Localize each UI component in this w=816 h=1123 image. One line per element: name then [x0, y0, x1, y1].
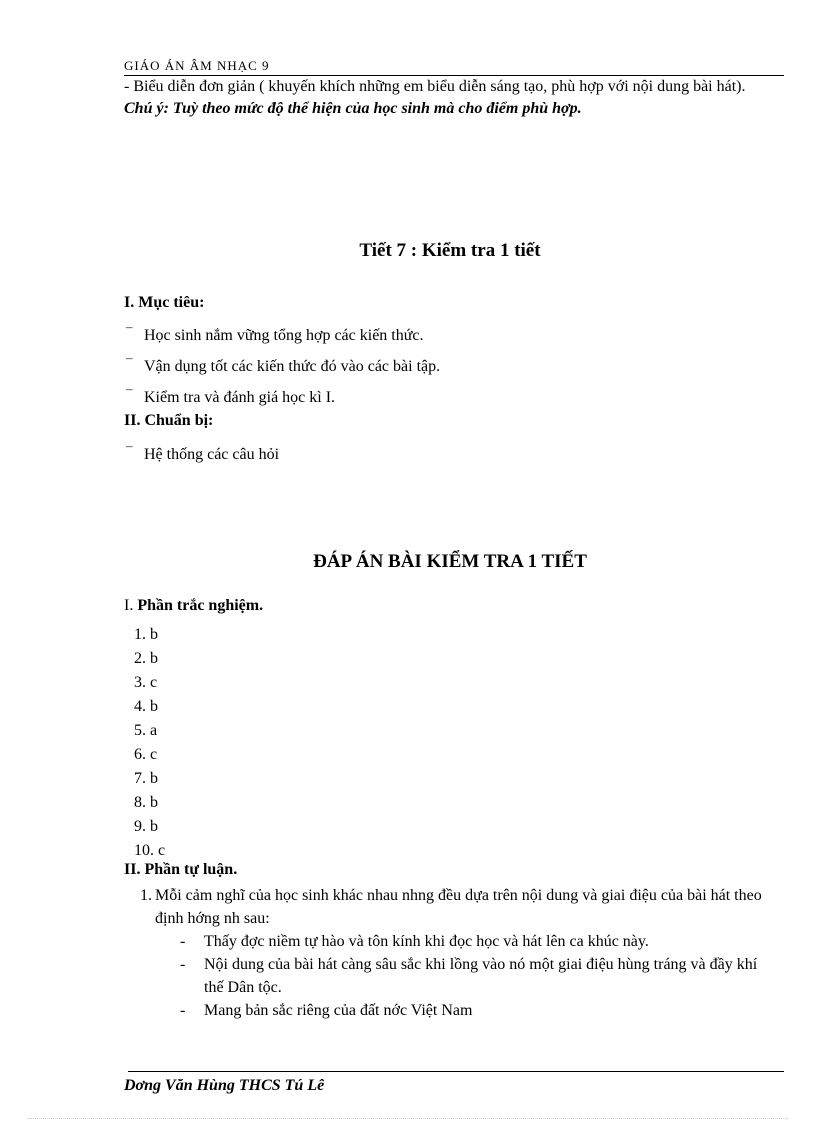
bullet-mark: ¯ — [126, 444, 133, 459]
objectives-heading: I. Mục tiêu: — [124, 294, 205, 311]
essay-text: Mỗi cảm nghĩ của học sinh khác nhau nhng đều dựa trên nội dung và giai điệu của bài hát theo định hớng nh sau: — [155, 887, 762, 927]
answer-item: 5. a — [134, 722, 158, 739]
essay-number: 1. — [140, 887, 152, 904]
answer-item: 1. b — [134, 626, 158, 643]
footer-divider — [128, 1071, 784, 1072]
answer-item: 10. c — [134, 842, 166, 859]
answer-key-title: ĐÁP ÁN BÀI KIỂM TRA 1 TIẾT — [313, 551, 587, 572]
intro-block — [124, 76, 779, 120]
bullet-mark: ¯ — [126, 387, 133, 402]
lesson-title: Tiết 7 : Kiểm tra 1 tiết — [359, 240, 541, 261]
answer-list — [134, 623, 165, 863]
answer-item: 6. c — [134, 746, 158, 763]
objective-item: ¯ Kiểm tra và đánh giá học kì I. — [126, 387, 336, 406]
page-header: GIÁO ÁN ÂM NHẠC 9 — [124, 58, 784, 76]
answer-item: 7. b — [134, 770, 158, 787]
answer-item: 3. c — [134, 674, 158, 691]
part1-heading: I. Phần trắc nghiệm. — [124, 597, 264, 614]
grading-note: Chú ý: Tuỳ theo mức độ thể hiện của học sinh mà cho điểm phù hợp. — [124, 100, 582, 117]
essay-point: - Thấy đợc niềm tự hào và tôn kính khi đọc học và hát lên ca khúc này. — [180, 933, 649, 950]
prep-item: ¯ Hệ thống các câu hỏi — [126, 444, 280, 463]
essay-point: - Nội dung của bài hát càng sâu sắc khi lồng vào nó một giai điệu hùng tráng và đầy khí thế Dân tộc. — [180, 956, 758, 996]
prep-heading: II. Chuẩn bị: — [124, 412, 214, 429]
objective-item: ¯ Vận dụng tốt các kiến thức đó vào các bài tập. — [126, 356, 441, 375]
answer-item: 9. b — [134, 818, 158, 835]
answer-item: 8. b — [134, 794, 158, 811]
page-footer: Dơng Văn Hùng THCS Tú Lê — [124, 1077, 325, 1094]
part2-heading: II. Phần tự luận. — [124, 861, 238, 878]
essay-point: - Mang bản sắc riêng của đất nớc Việt Nam — [180, 1002, 473, 1019]
answer-item: 2. b — [134, 650, 158, 667]
essay-answer — [140, 884, 780, 1022]
answer-item: 4. b — [134, 698, 158, 715]
objective-item: ¯ Học sinh nắm vững tổng hợp các kiến thức. — [126, 325, 424, 344]
bullet-mark: ¯ — [126, 325, 133, 340]
bullet-mark: ¯ — [126, 356, 133, 371]
page-edge — [28, 1118, 788, 1119]
intro-line: - Biểu diễn đơn giản ( khuyến khích những em biểu diễn sáng tạo, phù hợp với nội dung bài hát). — [124, 78, 746, 95]
